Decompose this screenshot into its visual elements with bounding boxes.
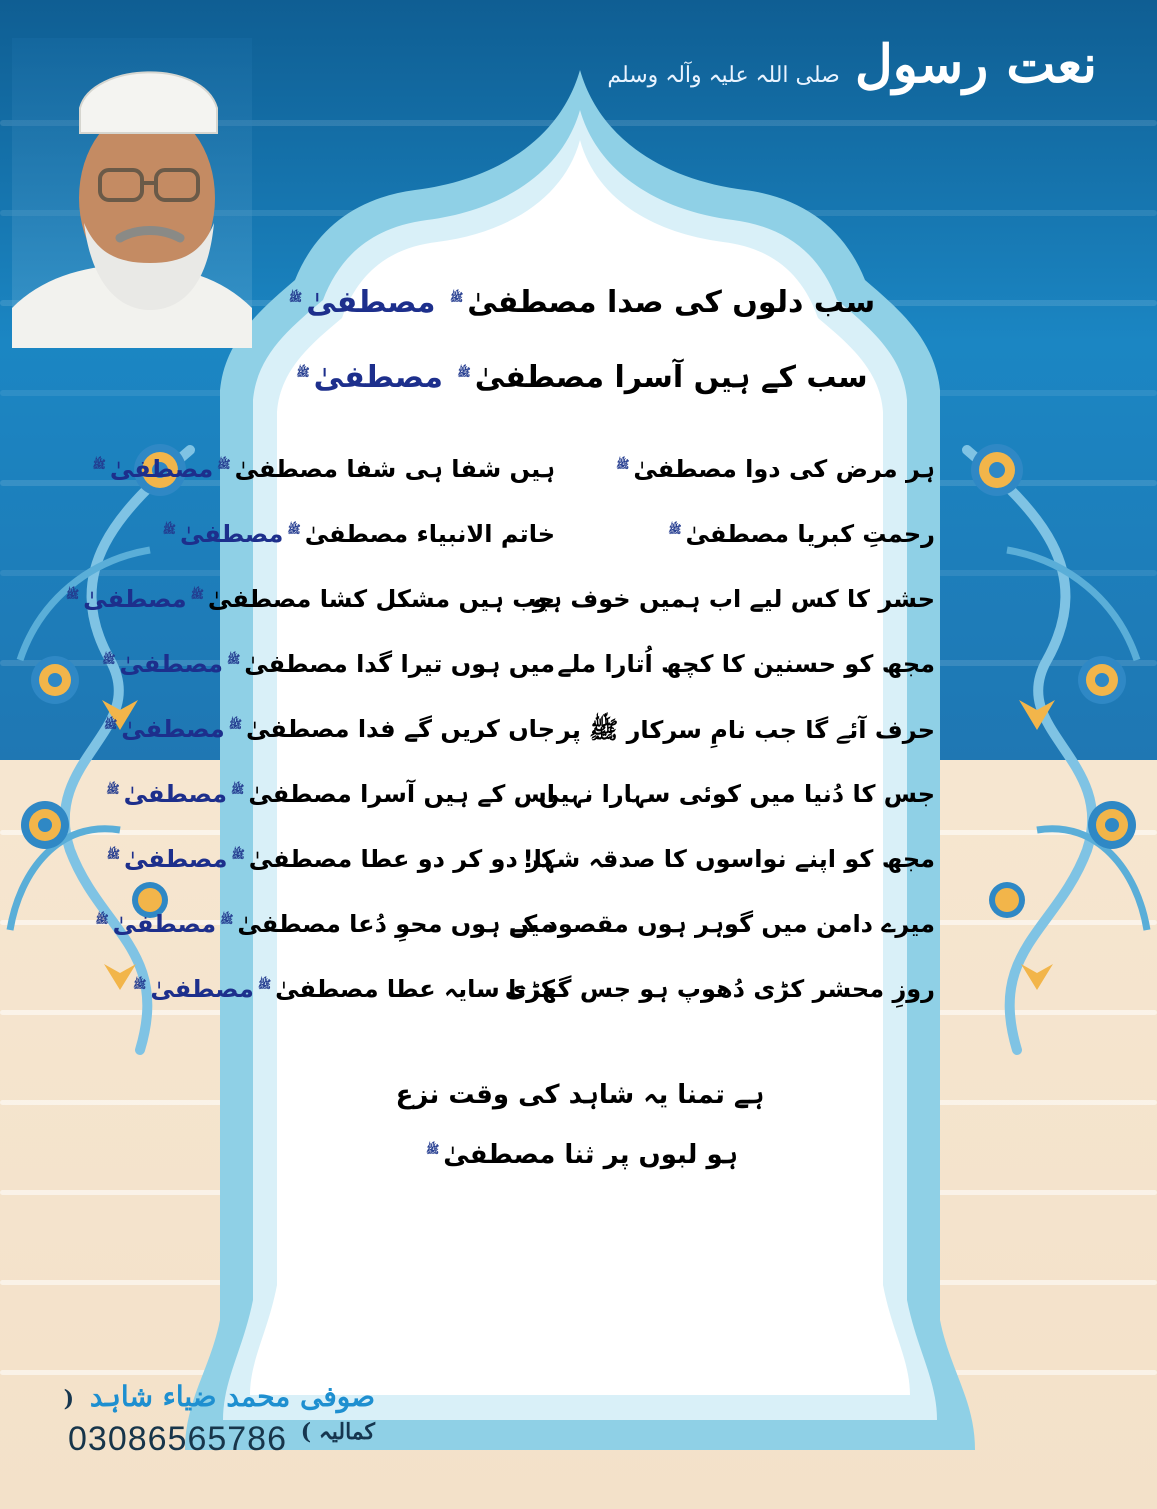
verse-row: [65, 585, 935, 635]
poster-heading: [597, 34, 1097, 95]
verse-second-half: جاں کریں گے فدا مصطفیٰ$^ﷺ$مصطفیٰ$^ﷺ$: [103, 715, 555, 743]
intro-line: سب دلوں کی صدا مصطفیٰ$^ﷺ$ مصطفیٰ$^ﷺ$: [288, 285, 876, 320]
verse-row: [92, 455, 935, 505]
flower-icon: [1088, 801, 1136, 849]
verse-second-half: اس کے ہیں آسرا مصطفیٰ$^ﷺ$مصطفیٰ$^ﷺ$: [106, 780, 555, 808]
verse-row: [106, 780, 935, 830]
verse-first-half: مجھ کو اپنے نواسوں کا صدقہ شہا!: [522, 845, 935, 873]
flower-icon: [31, 656, 79, 704]
title-honorific: صلی اللہ علیہ وآلہ وسلم: [607, 63, 840, 88]
verse-row: [133, 975, 935, 1025]
naat-title: نعت رسول: [854, 34, 1097, 95]
author-place: ( کمالیہ ): [63, 1386, 375, 1445]
verse-second-half: کرنا سایہ عطا مصطفیٰ$^ﷺ$مصطفیٰ$^ﷺ$: [133, 975, 555, 1003]
verse-first-half: میرے دامن میں گوہر ہوں مقصود کے: [509, 910, 935, 938]
verse-row: [103, 715, 935, 765]
verse-row: [106, 845, 935, 895]
verse-second-half: جب ہیں مشکل کشا مصطفیٰ$^ﷺ$مصطفیٰ$^ﷺ$: [65, 585, 555, 613]
flower-icon: [1078, 656, 1126, 704]
verse-second-half: میں ہوں محوِ دُعا مصطفیٰ$^ﷺ$مصطفیٰ$^ﷺ$: [95, 910, 555, 938]
verse-first-half: مجھ کو حسنین کا کچھ اُتارا ملے: [557, 650, 935, 678]
flower-icon: [21, 801, 69, 849]
author-phone: 03086565786: [68, 1420, 288, 1458]
verse-second-half: خاتم الانبیاء مصطفیٰ$^ﷺ$مصطفیٰ$^ﷺ$: [162, 520, 555, 548]
author-name: صوفی محمد ضیاء شاہد ( کمالیہ ): [63, 1380, 375, 1445]
intro-line: سب کے ہیں آسرا مصطفیٰ$^ﷺ$ مصطفیٰ$^ﷺ$: [296, 360, 868, 395]
verse-second-half: کر دو کر دو عطا مصطفیٰ$^ﷺ$مصطفیٰ$^ﷺ$: [106, 845, 555, 873]
verse-first-half: حشر کا کس لیے اب ہمیں خوف ہو: [532, 585, 935, 613]
verse-first-half: رحمتِ کبریا مصطفیٰ$^ﷺ$: [668, 520, 935, 548]
verse-first-half: جس کا دُنیا میں کوئی سہارا نہیں: [538, 780, 935, 808]
verse-second-half: ہیں شفا ہی شفا مصطفیٰ$^ﷺ$مصطفیٰ$^ﷺ$: [92, 455, 555, 483]
poet-portrait: [12, 38, 252, 348]
verse-second-half: میں ہوں تیرا گدا مصطفیٰ$^ﷺ$مصطفیٰ$^ﷺ$: [102, 650, 555, 678]
closing-line: ہو لبوں پر ثنا مصطفیٰ$^ﷺ$: [425, 1140, 739, 1170]
verse-row: [95, 910, 935, 960]
verse-first-half: ہر مرض کی دوا مصطفیٰ$^ﷺ$: [616, 455, 935, 483]
closing-line: ہے تمنا یہ شاہد کی وقت نزع: [395, 1080, 765, 1110]
verse-first-half: روزِ محشر کڑی دُھوپ ہو جس گھڑی: [504, 975, 935, 1003]
verse-first-half: حرف آئے گا جب نامِ سرکار ﷺ پر: [556, 716, 935, 744]
verse-row: [162, 520, 935, 570]
verse-row: [102, 650, 935, 700]
